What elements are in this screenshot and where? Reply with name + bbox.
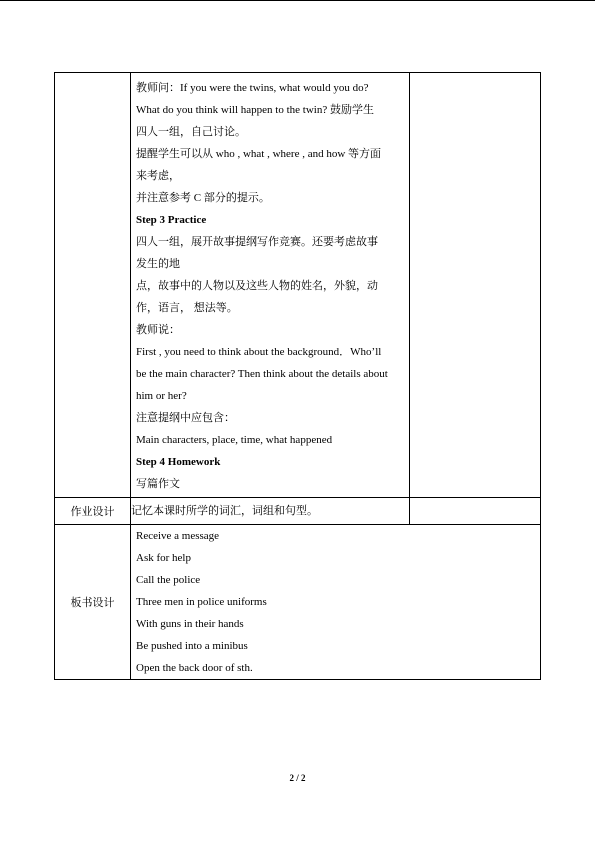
procedure-line: 四人一组，展开故事提纲写作竞赛。还要考虑故事 (136, 236, 378, 248)
procedure-row (55, 73, 541, 498)
board-item: Open the back door of sth. (136, 662, 253, 674)
procedure-content-cell (131, 73, 410, 498)
procedure-line: 点，故事中的人物以及这些人物的姓名，外貌，动 (136, 280, 378, 292)
homework-notes-cell (410, 498, 541, 525)
board-content-cell (131, 525, 541, 680)
board-item: Call the police (136, 574, 201, 586)
board-label: 板书设计 (55, 525, 131, 680)
procedure-line: 作，语言， 想法等。 (136, 302, 238, 314)
procedure-line: 并注意参考 C 部分的提示。 (136, 192, 270, 204)
procedure-line: 教师说： (136, 324, 180, 336)
procedure-line: What do you think will happen to the twin? 鼓励学生 (136, 104, 374, 116)
homework-text: 记忆本课时所学的词汇，词组和句型。 (131, 498, 410, 525)
board-item: Be pushed into a minibus (136, 640, 248, 652)
page-number: 2 / 2 (289, 773, 306, 783)
board-row (55, 525, 541, 680)
procedure-line: 教师问：If you were the twins, what would you do? (136, 82, 369, 94)
procedure-lines (131, 73, 409, 497)
procedure-line: 发生的地 (136, 258, 180, 270)
homework-label: 作业设计 (55, 498, 131, 525)
procedure-line: 提醒学生可以从 who , what , where , and how 等方面 (136, 148, 382, 160)
board-items (131, 525, 540, 679)
step-heading: Step 4 Homework (136, 456, 221, 468)
procedure-line: 来考虑， (136, 170, 180, 182)
board-item: With guns in their hands (136, 618, 244, 630)
lesson-plan-table (54, 72, 541, 680)
procedure-notes-cell (410, 73, 541, 498)
procedure-line: 四人一组，自己讨论。 (136, 126, 246, 138)
procedure-line: First , you need to think about the background．Who’ll (136, 346, 382, 358)
board-item: Receive a message (136, 530, 220, 542)
board-item: Three men in police uniforms (136, 596, 267, 608)
procedure-label-cell (55, 73, 131, 498)
procedure-line: be the main character? Then think about the details about (136, 368, 388, 380)
homework-row (55, 498, 541, 525)
step-heading: Step 3 Practice (136, 214, 207, 226)
procedure-line: Main characters, place, time, what happened (136, 434, 333, 446)
board-item: Ask for help (136, 552, 191, 564)
procedure-line: him or her? (136, 390, 187, 402)
procedure-line: 注意提纲中应包含： (136, 412, 235, 424)
procedure-line: 写篇作文 (136, 478, 180, 490)
header-rule (0, 0, 595, 1)
